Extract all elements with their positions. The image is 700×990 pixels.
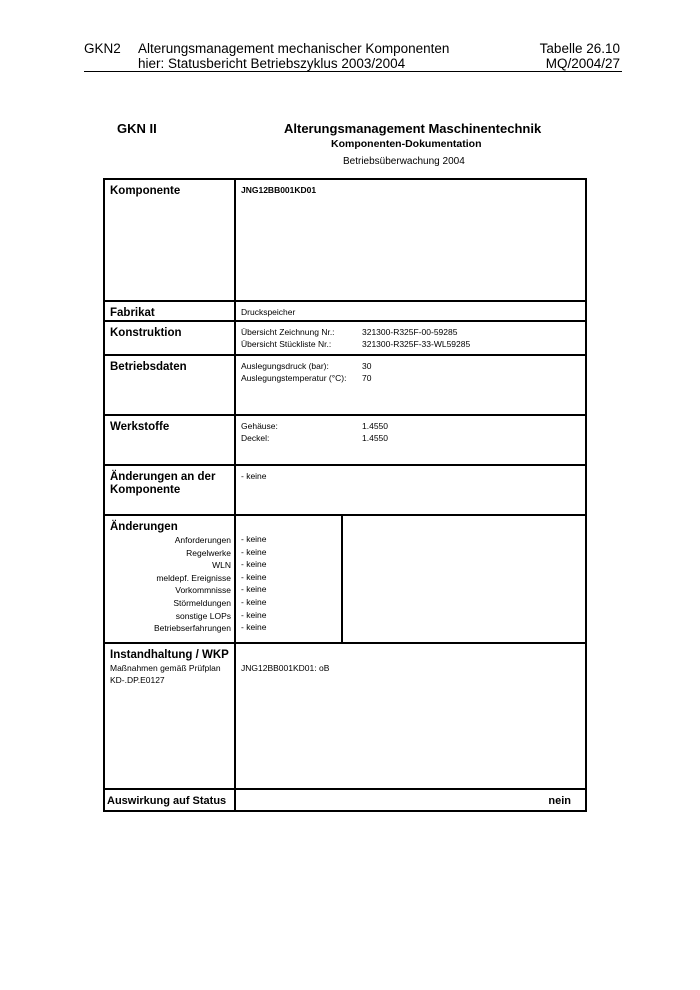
komponente-label: Komponente: [104, 179, 235, 301]
fabrikat-label: Fabrikat: [104, 301, 235, 321]
row-betriebsdaten: [104, 355, 586, 415]
header-line1: Alterungsmanagement mechanischer Komponenten: [138, 41, 450, 56]
instandhaltung-label: Instandhaltung / WKP: [110, 649, 229, 661]
row-aenderungen: [104, 515, 586, 643]
werkstoffe-label: Werkstoffe: [104, 415, 235, 465]
instandhaltung-cell: [104, 643, 235, 789]
change-category-label: meldepf. Ereignisse: [156, 572, 231, 583]
change-category-label: Anforderungen: [174, 535, 231, 545]
betriebsdaten-values: [235, 355, 586, 415]
aenderungen-cell: [104, 515, 235, 643]
aenderungen-keys: [110, 534, 234, 635]
header-line2: hier: Statusbericht Betriebszyklus 2003/2004: [138, 56, 406, 71]
change-category-label: sonstige LOPs: [175, 610, 231, 621]
pressure-key: Auslegungsdruck (bar):: [241, 361, 329, 371]
aenderungen-values-cell: [235, 515, 342, 643]
komponente-value: JNG12BB001KD01: [235, 179, 586, 301]
change-category-value: - keine: [241, 571, 267, 582]
betriebsdaten-row: [241, 360, 585, 372]
aenderungen-label: Änderungen: [110, 521, 178, 533]
change-category-value: - keine: [241, 584, 267, 595]
change-category-label: Betriebserfahrungen: [153, 623, 231, 634]
status-label: Auswirkung auf Status: [104, 789, 235, 811]
row-fabrikat: [104, 301, 586, 321]
change-category-label: WLN: [212, 560, 231, 571]
betriebsdaten-label: Betriebsdaten: [104, 355, 235, 415]
plant-name: GKN II: [117, 121, 157, 136]
change-category-value: - keine: [241, 534, 267, 544]
change-category-value: - keine: [241, 559, 267, 570]
konstruktion-label: Konstruktion: [104, 321, 235, 355]
header-code: GKN2: [84, 41, 121, 56]
instandhaltung-value: JNG12BB001KD01: oB: [235, 643, 586, 789]
konstruktion-row: [241, 338, 585, 350]
werkstoffe-values: [235, 415, 586, 465]
aenderungen-empty-cell: [342, 515, 586, 643]
betriebsdaten-row: [241, 372, 585, 384]
row-konstruktion: [104, 321, 586, 355]
drawing-value: 321300-R325F-00-59285: [362, 327, 458, 337]
pressure-value: 30: [362, 361, 372, 371]
status-value: nein: [235, 789, 586, 811]
aenderungen-values: [241, 520, 341, 634]
aenderungen-komponente-label: [104, 465, 235, 515]
partslist-value: 321300-R325F-33-WL59285: [362, 339, 471, 349]
header-table-ref: Tabelle 26.10: [539, 41, 620, 56]
change-category-label: Regelwerke: [186, 547, 231, 558]
change-category-label: Vorkommnisse: [175, 585, 231, 596]
temperature-key: Auslegungstemperatur (°C):: [241, 373, 347, 383]
row-werkstoffe: [104, 415, 586, 465]
document-period: Betriebsüberwachung 2004: [343, 156, 465, 167]
row-status: [104, 789, 586, 811]
row-instandhaltung: [104, 643, 586, 789]
change-category-label: Störmeldungen: [173, 597, 231, 608]
housing-key: Gehäuse:: [241, 421, 278, 431]
change-category-value: - keine: [241, 546, 267, 557]
document-title: Alterungsmanagement Maschinentechnik: [284, 121, 542, 136]
row-aenderungen-komponente: [104, 465, 586, 515]
temperature-value: 70: [362, 373, 372, 383]
konstruktion-row: [241, 326, 585, 338]
header-doc-ref: MQ/2004/27: [545, 56, 620, 71]
housing-value: 1.4550: [362, 421, 388, 431]
instandhaltung-note-line2: KD-.DP.E0127: [110, 675, 165, 685]
document-subtitle: Komponenten-Dokumentation: [331, 138, 482, 150]
cover-key: Deckel:: [241, 433, 270, 443]
drawing-key: Übersicht Zeichnung Nr.:: [241, 327, 335, 337]
aenderungen-komponente-label-line2: Komponente: [110, 484, 181, 496]
component-table: [103, 178, 587, 812]
partslist-key: Übersicht Stückliste Nr.:: [241, 339, 332, 349]
header-rule: [84, 71, 622, 72]
aenderungen-komponente-label-line1: Änderungen an der: [110, 471, 216, 483]
aenderungen-komponente-value: - keine: [235, 465, 586, 515]
konstruktion-values: [235, 321, 586, 355]
fabrikat-value: Druckspeicher: [235, 301, 586, 321]
change-category-value: - keine: [241, 596, 267, 607]
instandhaltung-note-line1: Maßnahmen gemäß Prüfplan: [110, 663, 221, 673]
werkstoffe-row: [241, 432, 585, 444]
werkstoffe-row: [241, 420, 585, 432]
cover-value: 1.4550: [362, 433, 388, 443]
change-category-value: - keine: [241, 609, 267, 620]
row-komponente: [104, 179, 586, 301]
change-category-value: - keine: [241, 622, 267, 633]
